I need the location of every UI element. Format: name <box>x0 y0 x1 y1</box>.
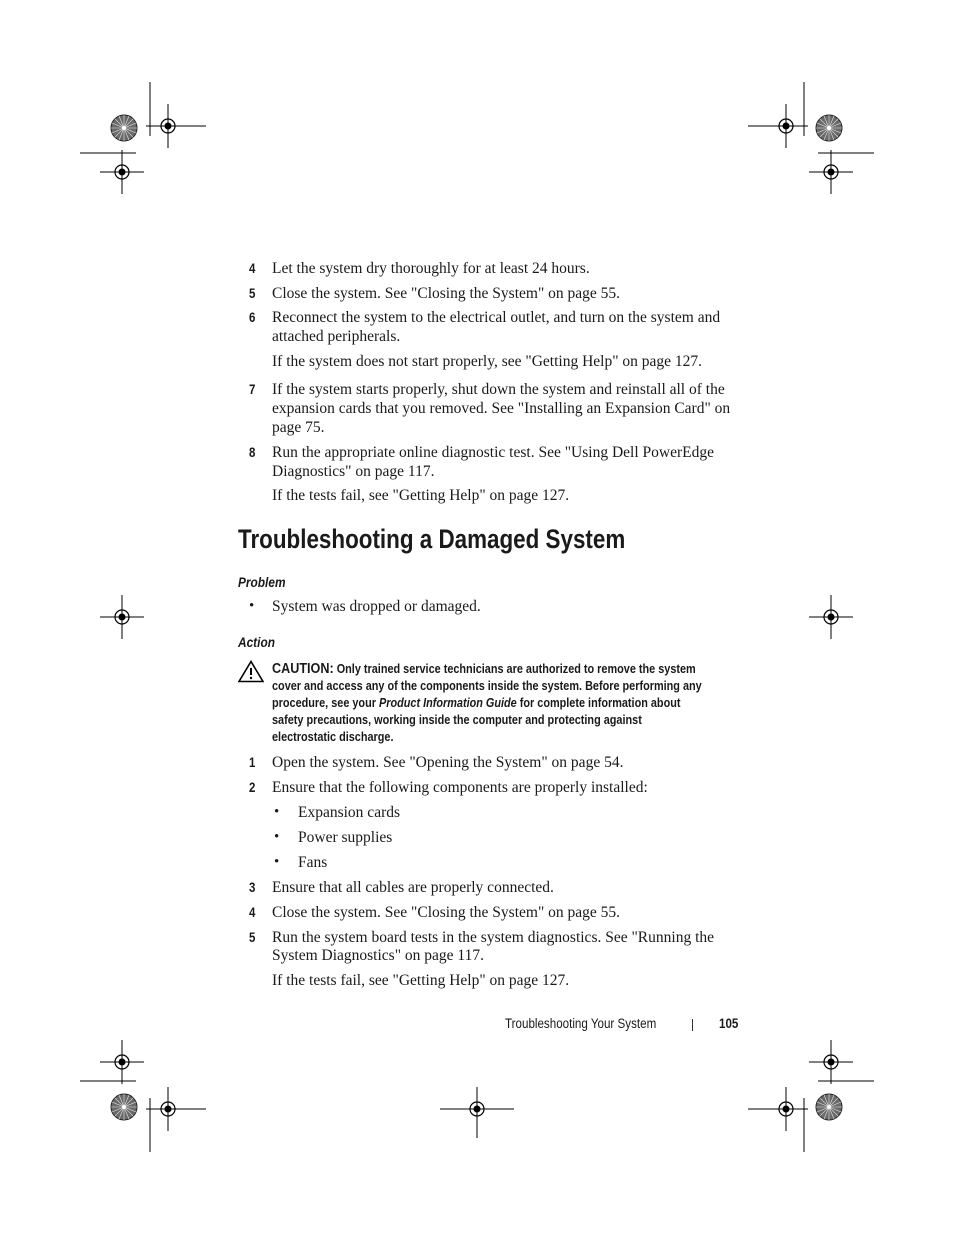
step-text: expansion cards that you removed. See "Installing an Expansion Card" on <box>272 400 731 417</box>
page-number: 105 <box>719 1016 739 1031</box>
footer-chapter: Troubleshooting Your System <box>505 1016 657 1031</box>
bullet: • <box>274 854 280 870</box>
step-note: If the tests fail, see "Getting Help" on page 127. <box>272 972 570 989</box>
step-text: Run the system board tests in the system diagnostics. See "Running the <box>272 929 715 946</box>
step-text: Diagnostics" on page 117. <box>272 463 435 480</box>
step-text: Open the system. See "Opening the System" on page 54. <box>272 754 624 771</box>
step-number: 3 <box>249 879 256 895</box>
step-number: 4 <box>249 260 256 276</box>
step-text: If the system starts properly, shut down the system and reinstall all of the <box>272 381 725 398</box>
step-number: 5 <box>249 285 256 301</box>
step-text: Ensure that the following components are properly installed: <box>272 779 648 796</box>
step-number: 2 <box>249 779 256 795</box>
problem-heading: Problem <box>238 575 286 590</box>
step-text: Let the system dry thoroughly for at least 24 hours. <box>272 260 590 277</box>
component-item: Power supplies <box>298 829 393 846</box>
step-text: Reconnect the system to the electrical outlet, and turn on the system and <box>272 309 721 326</box>
caution-label: CAUTION: <box>272 661 334 677</box>
step-number: 6 <box>249 309 256 325</box>
step-number: 5 <box>249 929 256 945</box>
caution-line: procedure, see your Product Information Guide for complete information about <box>272 696 681 710</box>
step-text: Run the appropriate online diagnostic test. See "Using Dell PowerEdge <box>272 444 714 461</box>
footer-separator <box>692 1019 693 1031</box>
step-number: 7 <box>249 381 256 397</box>
step-number: 4 <box>249 904 256 920</box>
bullet: • <box>249 598 255 614</box>
component-item: Expansion cards <box>298 804 401 821</box>
action-heading: Action <box>238 635 275 650</box>
step-text: Close the system. See "Closing the System" on page 55. <box>272 904 621 921</box>
step-number: 1 <box>249 754 256 770</box>
caution-line: electrostatic discharge. <box>272 730 394 744</box>
bullet: • <box>274 804 280 820</box>
guide-title: Product Information Guide <box>378 696 517 710</box>
problem-item: System was dropped or damaged. <box>272 598 481 615</box>
step-text: Ensure that all cables are properly connected. <box>272 879 554 896</box>
caution-line: safety precautions, working inside the computer and protecting against <box>272 713 642 727</box>
step-number: 8 <box>249 444 256 460</box>
step-text: attached peripherals. <box>272 328 401 345</box>
step-text: Close the system. See "Closing the System" on page 55. <box>272 285 621 302</box>
caution-line: cover and access any of the components inside the system. Before performing any <box>272 679 702 693</box>
step-note: If the tests fail, see "Getting Help" on page 127. <box>272 487 570 504</box>
step-text: System Diagnostics" on page 117. <box>272 947 484 964</box>
caution-line: CAUTION: Only trained service technicians are authorized to remove the system <box>272 661 696 677</box>
caution-triangle-icon <box>238 660 264 683</box>
section-title: Troubleshooting a Damaged System <box>238 524 626 554</box>
component-item: Fans <box>298 854 328 871</box>
step-note: If the system does not start properly, see "Getting Help" on page 127. <box>272 353 703 370</box>
bullet: • <box>274 829 280 845</box>
step-text: page 75. <box>272 419 325 436</box>
